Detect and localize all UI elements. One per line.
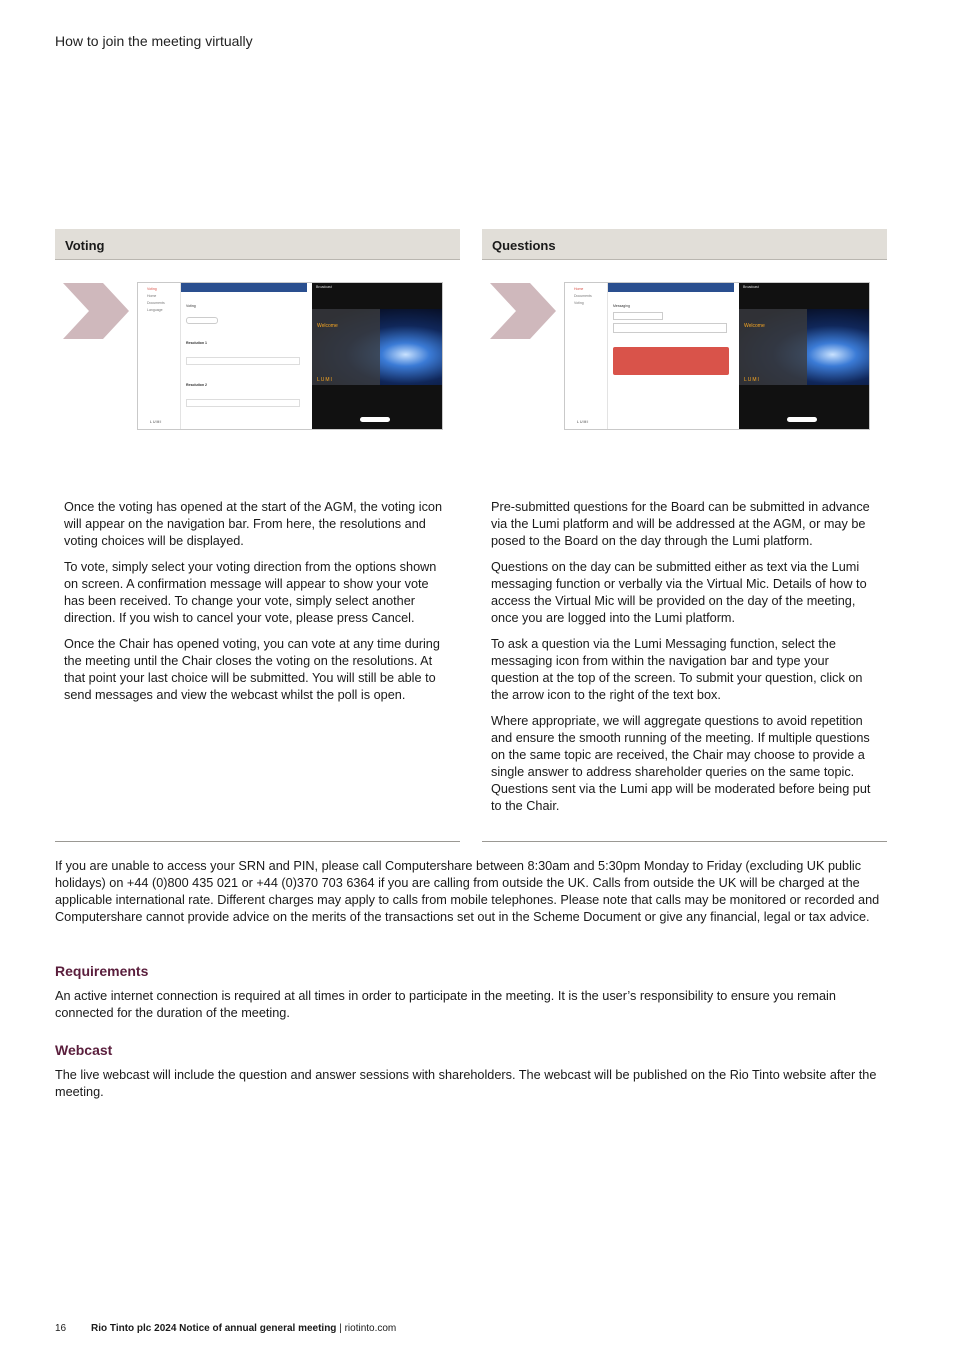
voting-column: [55, 229, 460, 702]
screenshot-panel: [181, 283, 307, 429]
webcast-heading: Webcast: [55, 1042, 113, 1058]
screenshot-video: [739, 283, 869, 429]
website-link[interactable]: riotinto.com: [344, 1323, 397, 1334]
questions-paragraph: Where appropriate, we will aggregate questions to avoid repetition and ensure the smooth running of the meeting. If multiple questions on the same topic are received, the Chair may choose to provide a single answer to address shareholder queries on the same topic. Questions sent via the Lumi app will be moderated before being put to the Chair.: [491, 714, 871, 813]
resolution-label: Resolution 2: [186, 383, 208, 387]
screenshot-nav-item: Voting: [147, 287, 157, 291]
video-welcome: Welcome: [317, 323, 338, 329]
questions-divider: [482, 841, 887, 842]
lumi-logo: LUMI: [577, 420, 590, 424]
requirements-text: An active internet connection is required at all times in order to participate in the meeting. It is the user’s responsibility to ensure you remain connected for the duration of the meeting.: [55, 989, 836, 1020]
publication-title: Rio Tinto plc 2024 Notice of annual general meeting: [91, 1323, 337, 1334]
questions-paragraph: To ask a question via the Lumi Messaging function, select the messaging icon from within the navigation bar and type your question at the top of the screen. To submit your question, click on the arrow icon to the right of the text box.: [491, 637, 863, 702]
panel-header-bar: [608, 283, 734, 292]
questions-column: [482, 229, 887, 813]
screenshot-nav: [138, 283, 181, 429]
page-number: 16: [55, 1323, 67, 1334]
screenshot-nav-item: Home: [574, 287, 584, 291]
chevron-arrow-icon: [63, 283, 129, 339]
screenshot-nav: [565, 283, 608, 429]
video-logo: LUMI: [317, 377, 333, 383]
voting-paragraph: Once the Chair has opened voting, you can vote at any time during the meeting until the Chair closes the voting on the resolutions. At that point your last choice will be submitted. You will still be able to send messages and view the webcast whilst the poll is open.: [64, 637, 440, 702]
option-pill: [186, 317, 218, 324]
lumi-logo: LUMI: [150, 420, 163, 424]
voting-figure: [63, 282, 443, 430]
webcast-text: The live webcast will include the question and answer sessions with shareholders. The webcast will be published on the Rio Tinto website after the meeting.: [55, 1068, 877, 1099]
voting-text: [64, 499, 444, 713]
video-button: [787, 417, 817, 422]
questions-text: [491, 499, 871, 824]
message-card: [613, 347, 729, 375]
screenshot-nav-item: Home: [147, 294, 157, 298]
question-input: [613, 323, 727, 333]
video-title: Broadcast: [316, 285, 332, 289]
video-welcome: Welcome: [744, 323, 765, 329]
footer-separator: |: [336, 1323, 345, 1334]
requirements-paragraph: [55, 988, 885, 1022]
contact-paragraph: [55, 858, 885, 926]
running-head: How to join the meeting virtually: [55, 33, 253, 49]
video-title: Broadcast: [743, 285, 759, 289]
vote-options-row: [186, 357, 300, 365]
voting-screenshot: [137, 282, 443, 430]
panel-header-bar: [181, 283, 307, 292]
contact-text: If you are unable to access your SRN and PIN, please call Computershare between 8:30am and 5:30pm Monday to Friday (excluding UK public holidays) on +44 (0)800 435 021 or +44 (0)370 703 6364 if you are calling from outside the UK. Calls from outside the UK will be charged at the applicable international rate. Different charges may apply to calls from mobile telephones. Please note that calls may be monitored or recorded and Computershare cannot provide advice on the merits of the transactions set out in the Scheme Document or give any financial, legal or tax advice.: [55, 859, 880, 924]
voting-heading: Voting: [55, 229, 460, 260]
screenshot-panel: [608, 283, 734, 429]
webcast-paragraph: [55, 1067, 885, 1101]
voting-paragraph: Once the voting has opened at the start of the AGM, the voting icon will appear on the navigation bar. From here, the resolutions and voting choices will be displayed.: [64, 500, 443, 548]
video-button: [360, 417, 390, 422]
page-footer: [55, 1323, 396, 1334]
requirements-heading: Requirements: [55, 963, 149, 979]
voting-divider: [55, 841, 460, 842]
screenshot-nav-item: Documents: [574, 294, 592, 298]
vote-options-row: [186, 399, 300, 407]
panel-tab: Voting: [186, 304, 196, 308]
questions-screenshot: [564, 282, 870, 430]
voting-paragraph: To vote, simply select your voting direction from the options shown on screen. A confirmation message will appear to show your vote has been received. To change your vote, simply select another direction. If you wish to cancel your vote, please press Cancel.: [64, 560, 437, 625]
video-card: [312, 309, 380, 385]
video-logo: LUMI: [744, 377, 760, 383]
questions-figure: [490, 282, 870, 430]
resolution-label: Resolution 1: [186, 341, 208, 345]
questions-heading: Questions: [482, 229, 887, 260]
screenshot-nav-item: Language: [147, 308, 163, 312]
questions-paragraph: Pre-submitted questions for the Board can be submitted in advance via the Lumi platform and will be addressed at the AGM, or may be posed to the Board on the day through the Lumi platform.: [491, 500, 870, 548]
screenshot-nav-item: Documents: [147, 301, 165, 305]
screenshot-video: [312, 283, 442, 429]
chevron-arrow-icon: [490, 283, 556, 339]
topic-select: [613, 312, 663, 320]
questions-paragraph: Questions on the day can be submitted either as text via the Lumi messaging function or verbally via the Virtual Mic. Details of how to access the Virtual Mic will be provided on the day of the meeting, once you are logged into the Lumi platform.: [491, 560, 867, 625]
panel-tab: Messaging: [613, 304, 630, 308]
screenshot-nav-item: Voting: [574, 301, 584, 305]
video-card: [739, 309, 807, 385]
